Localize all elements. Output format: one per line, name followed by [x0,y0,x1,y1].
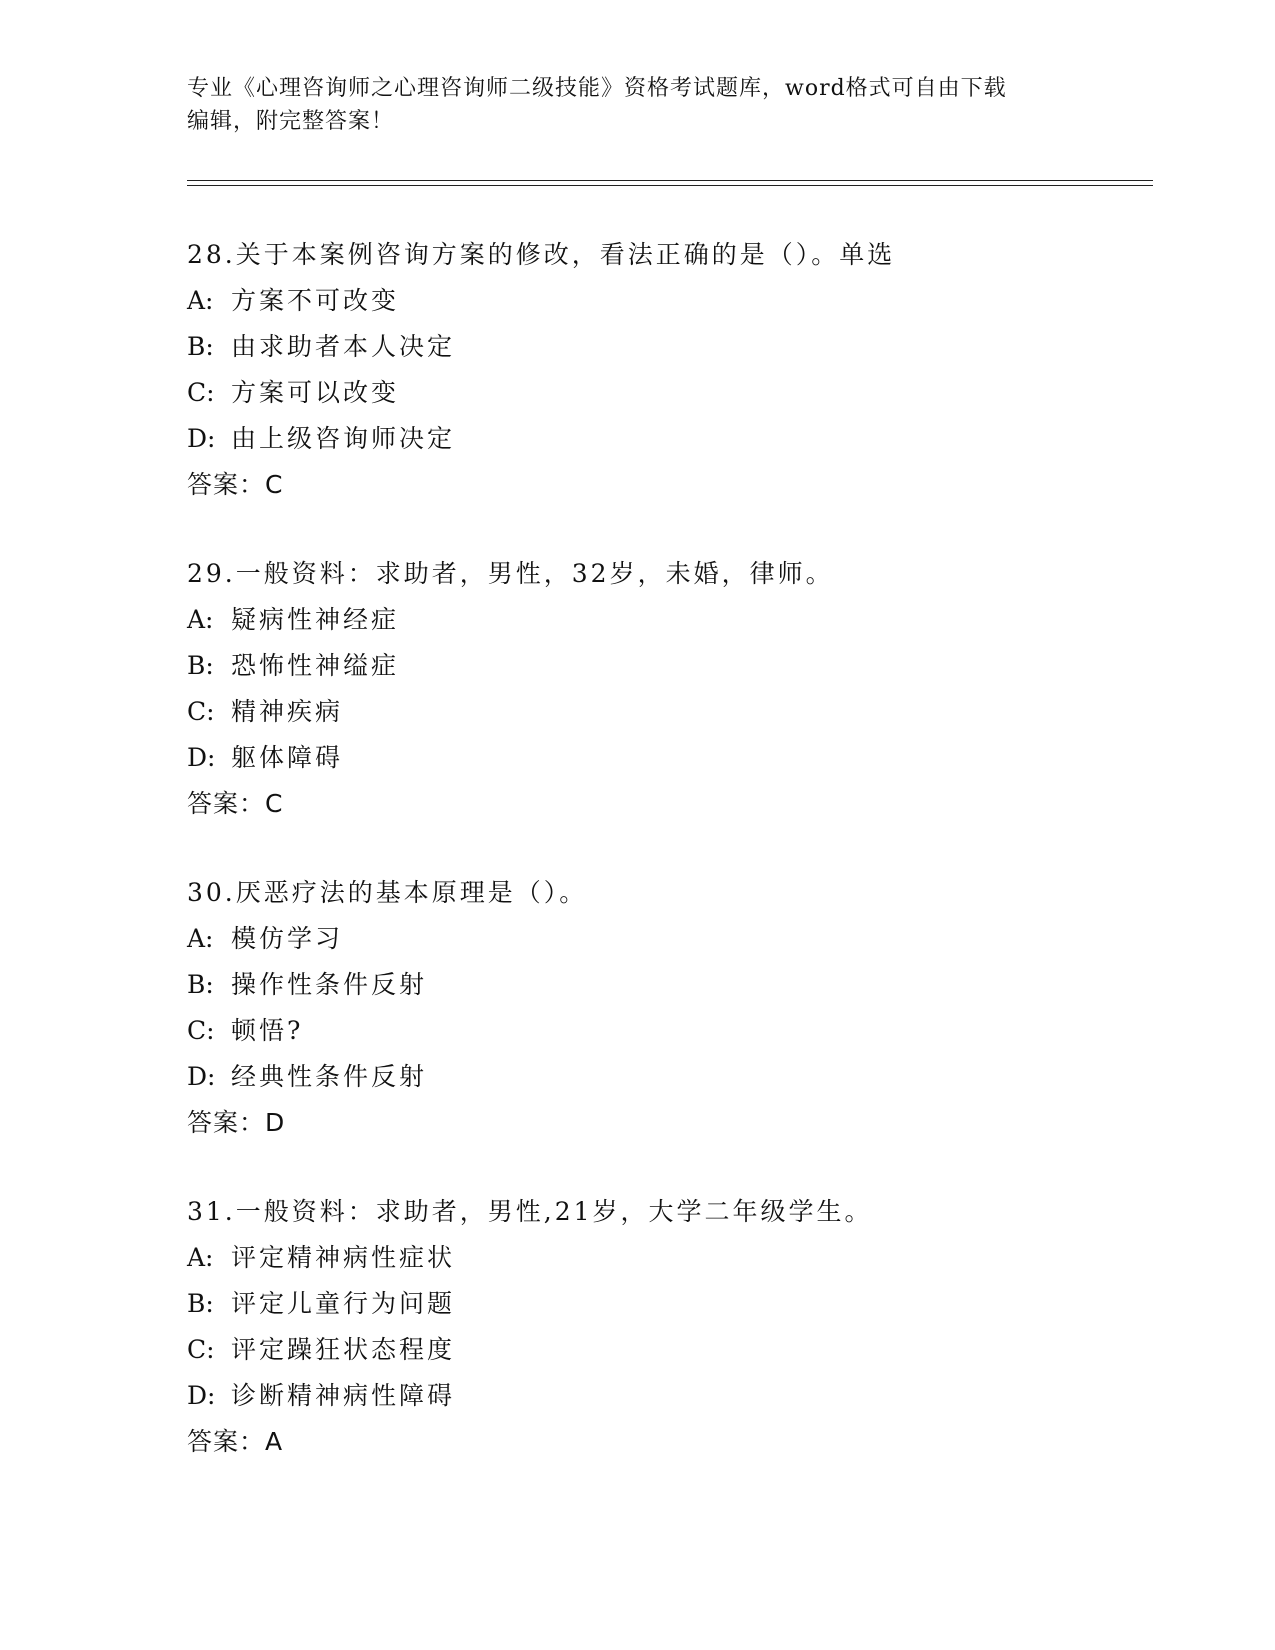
option-b [187,324,1167,370]
option-key: A: [187,924,214,953]
answer-line: 答案：C [187,789,284,818]
option-key: B: [187,651,214,680]
option-c [187,1008,1167,1054]
option-b [187,1281,1167,1327]
option-c [187,689,1167,735]
document-header [187,72,1087,138]
option-key: D: [187,1381,216,1410]
option-key: A: [187,605,214,634]
option-key: B: [187,332,214,361]
option-b [187,643,1167,689]
option-key: B: [187,1289,214,1318]
answer-line: 答案：C [187,470,284,499]
option-text: 评定儿童行为问题 [231,1289,456,1318]
option-text: 经典性条件反射 [231,1062,428,1091]
question-29 [187,551,1167,827]
option-text: 诊断精神病性障碍 [231,1381,456,1410]
question-30 [187,870,1167,1146]
option-d [187,1373,1167,1419]
option-a [187,1235,1167,1281]
question-stem: 28.关于本案例咨询方案的修改，看法正确的是（）。单选 [187,240,896,269]
option-key: A: [187,286,214,315]
header-line-1: 专业《心理咨询师之心理咨询师二级技能》资格考试题库，word格式可自由下载 [187,76,1007,101]
option-text: 由求助者本人决定 [231,332,456,361]
option-a [187,597,1167,643]
option-text: 疑病性神经症 [231,605,400,634]
option-text: 精神疾病 [231,697,344,726]
option-text: 恐怖性神缢症 [231,651,400,680]
option-text: 模仿学习 [231,924,344,953]
option-key: D: [187,743,216,772]
option-text: 躯体障碍 [231,743,344,772]
question-stem: 31.一般资料：求助者，男性,21岁，大学二年级学生。 [187,1197,873,1226]
option-text: 顿悟? [231,1016,304,1045]
option-key: C: [187,378,215,407]
option-key: C: [187,1335,215,1364]
option-key: D: [187,1062,216,1091]
option-text: 由上级咨询师决定 [231,424,456,453]
option-text: 方案可以改变 [231,378,400,407]
question-28 [187,232,1167,508]
question-stem: 29.一般资料：求助者，男性，32岁，未婚，律师。 [187,559,834,588]
option-a [187,916,1167,962]
option-d [187,735,1167,781]
option-key: A: [187,1243,214,1272]
header-divider-bottom [187,185,1153,186]
header-line-2: 编辑，附完整答案！ [187,109,395,134]
option-key: B: [187,970,214,999]
option-text: 方案不可改变 [231,286,400,315]
option-a [187,278,1167,324]
option-text: 评定躁狂状态程度 [231,1335,456,1364]
header-divider-top [187,180,1153,181]
option-c [187,370,1167,416]
question-stem: 30.厌恶疗法的基本原理是（）。 [187,878,588,907]
answer-line: 答案：A [187,1427,284,1456]
option-b [187,962,1167,1008]
option-d [187,416,1167,462]
option-key: C: [187,697,215,726]
option-c [187,1327,1167,1373]
option-d [187,1054,1167,1100]
option-key: D: [187,424,216,453]
question-31 [187,1189,1167,1465]
option-text: 评定精神病性症状 [231,1243,456,1272]
answer-line: 答案：D [187,1108,286,1137]
option-key: C: [187,1016,215,1045]
option-text: 操作性条件反射 [231,970,428,999]
